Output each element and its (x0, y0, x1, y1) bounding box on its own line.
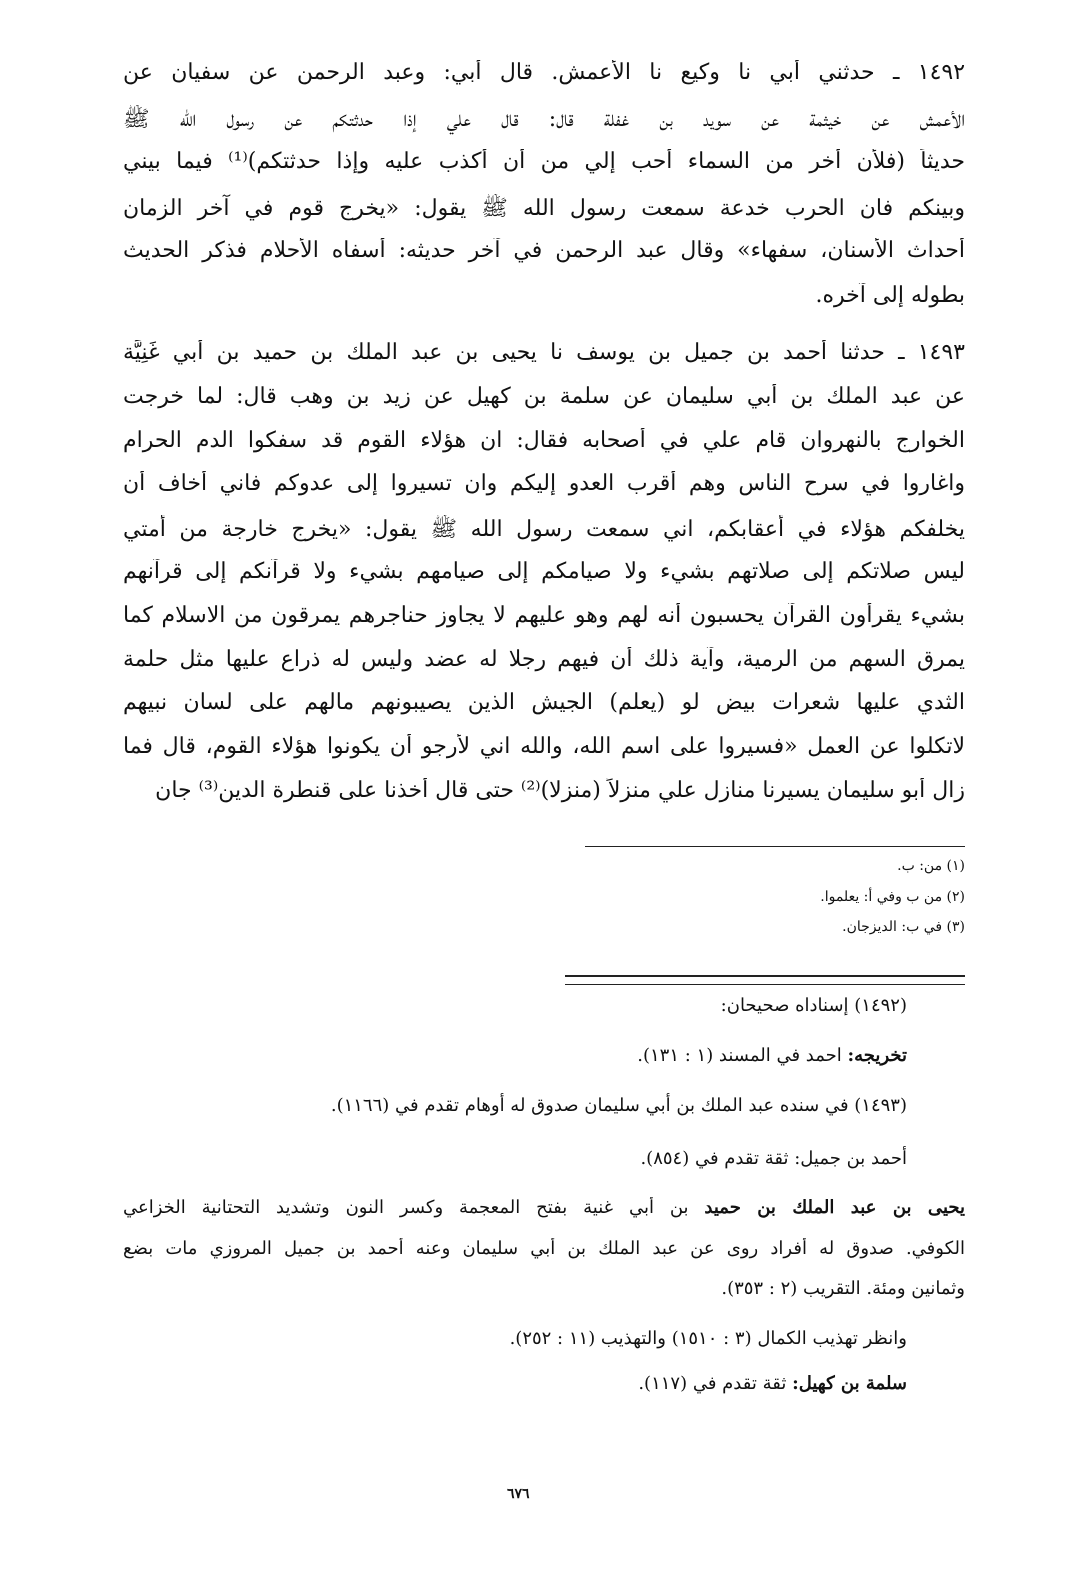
text-line: الثدي عليها شعرات بيض لو (يعلم) الجيش الذين يصيبونهم مالهم على لسان نبيهم (123, 690, 965, 716)
text-line: الأعمش عن خيثمة عن سويد بن غفلة قال: قال علي إذا حدثتكم عن رسول الله ﷺ (123, 106, 965, 132)
commentary-line: وثمانين ومئة. التقريب (٢ : ٣٥٣). (721, 1278, 965, 1299)
text-line: يمرق السهم من الرمية، وآية ذلك أن فيهم رجلا له عضد وليس له ذراع عليها مثل حلمة (123, 646, 965, 672)
commentary-text: احمد في المسند (١ : ١٣١). (637, 1045, 848, 1066)
footnote: (١) من: ب. (897, 858, 965, 874)
text-line: أحداث الأسنان، سفهاء» وقال عبد الرحمن في آخر حديثه: أسفاه الأحلام فذكر الحديث (123, 238, 965, 263)
commentary-line: (١٤٩٣) في سنده عبد الملك بن أبي سليمان صدوق له أوهام تقدم في (١١٦٦). (330, 1095, 907, 1116)
footnote: (٢) من ب وفي أ: يعلموا. (820, 888, 965, 905)
text-line: زال أبو سليمان يسيرنا منازل علي منزلاً (منزلا)⁽²⁾ حتى قال أخذنا على قنطرة الدين⁽³⁾ جان (155, 778, 965, 803)
commentary-line: الكوفي. صدوق له أفراد روى عن عبد الملك بن أبي سليمان وعنه أحمد بن جميل المروزي مات بضع (123, 1238, 965, 1259)
text-line: بشيء يقرأون القرآن يحسبون أنه لهم وهو عليهم لا يجاوز حناجرهم يمرقون من الاسلام كما (123, 602, 965, 628)
commentary-divider-bottom (565, 984, 965, 985)
text-line: بطوله إلى آخره. (815, 282, 965, 308)
bold-term: تخريجه: (847, 1045, 907, 1066)
commentary-line (638, 1373, 907, 1394)
bold-term: يحيى بن عبد الملك بن حميد (704, 1197, 965, 1218)
commentary-text: بن أبي غنية بفتح المعجمة وكسر النون وتشديد التحتانية الخزاعي (123, 1197, 705, 1218)
page-number: ٦٧٦ (507, 1486, 530, 1502)
text-line: واغاروا في سرح الناس وهم أقرب العدو إليكم وان تسيروا إلى عدوكم فاني أخاف أن (123, 471, 965, 497)
commentary-line (123, 1197, 965, 1225)
text-line: الخوارج بالنهروان قام علي في أصحابه فقال: ان هؤلاء القوم قد سفكوا الدم الحرام (123, 427, 965, 453)
commentary-line (637, 1045, 907, 1066)
text-line: حديثاً (فلأن أخر من السماء أحب إلي من أن أكذب عليه وإذا حدثتكم)⁽¹⁾ فيما بيني (123, 149, 965, 174)
footnote-divider (585, 846, 965, 847)
commentary-line: أحمد بن جميل: ثقة تقدم في (٨٥٤). (640, 1148, 907, 1169)
text-line: يخلفكم هؤلاء في أعقابكم، اني سمعت رسول الله ﷺ يقول: «يخرج خارجة من أمتي (123, 517, 965, 543)
text-line: ١٤٩٢ ـ حدثني أبي نا وكيع نا الأعمش. قال أبي: وعبد الرحمن عن سفيان عن (123, 60, 965, 85)
commentary-text: ثقة تقدم في (١١٧). (638, 1373, 793, 1394)
bold-term: سلمة بن كهيل: (792, 1373, 907, 1394)
text-line: ١٤٩٣ ـ حدثنا أحمد بن جميل بن يوسف نا يحيى بن عبد الملك بن حميد بن أبي غَنِيَّة (123, 340, 965, 365)
text-line: عن عبد الملك بن أبي سليمان عن سلمة بن كهيل عن زيد بن وهب قال: لما خرجت (123, 383, 965, 409)
text-line: وبينكم فان الحرب خدعة سمعت رسول الله ﷺ يقول: «يخرج قوم في آخر الزمان (123, 195, 965, 221)
commentary-divider-top (565, 975, 965, 977)
commentary-line: وانظر تهذيب الكمال (٣ : ١٥١٠) والتهذيب (١١ : ٢٥٢). (509, 1328, 907, 1349)
text-line: لاتكلوا عن العمل «فسيروا على اسم الله، والله اني لأرجو أن يكونوا هؤلاء القوم، قال فما (123, 734, 965, 760)
commentary-line: (١٤٩٢) إسناداه صحيحان: (720, 995, 907, 1016)
footnote: (٣) في ب: الديزجان. (842, 919, 965, 935)
text-line: ليس صلاتكم إلى صلاتهم بشيء ولا صيامكم إلى صيامهم بشيء ولا قرآنكم إلى قرآنهم (123, 559, 965, 584)
